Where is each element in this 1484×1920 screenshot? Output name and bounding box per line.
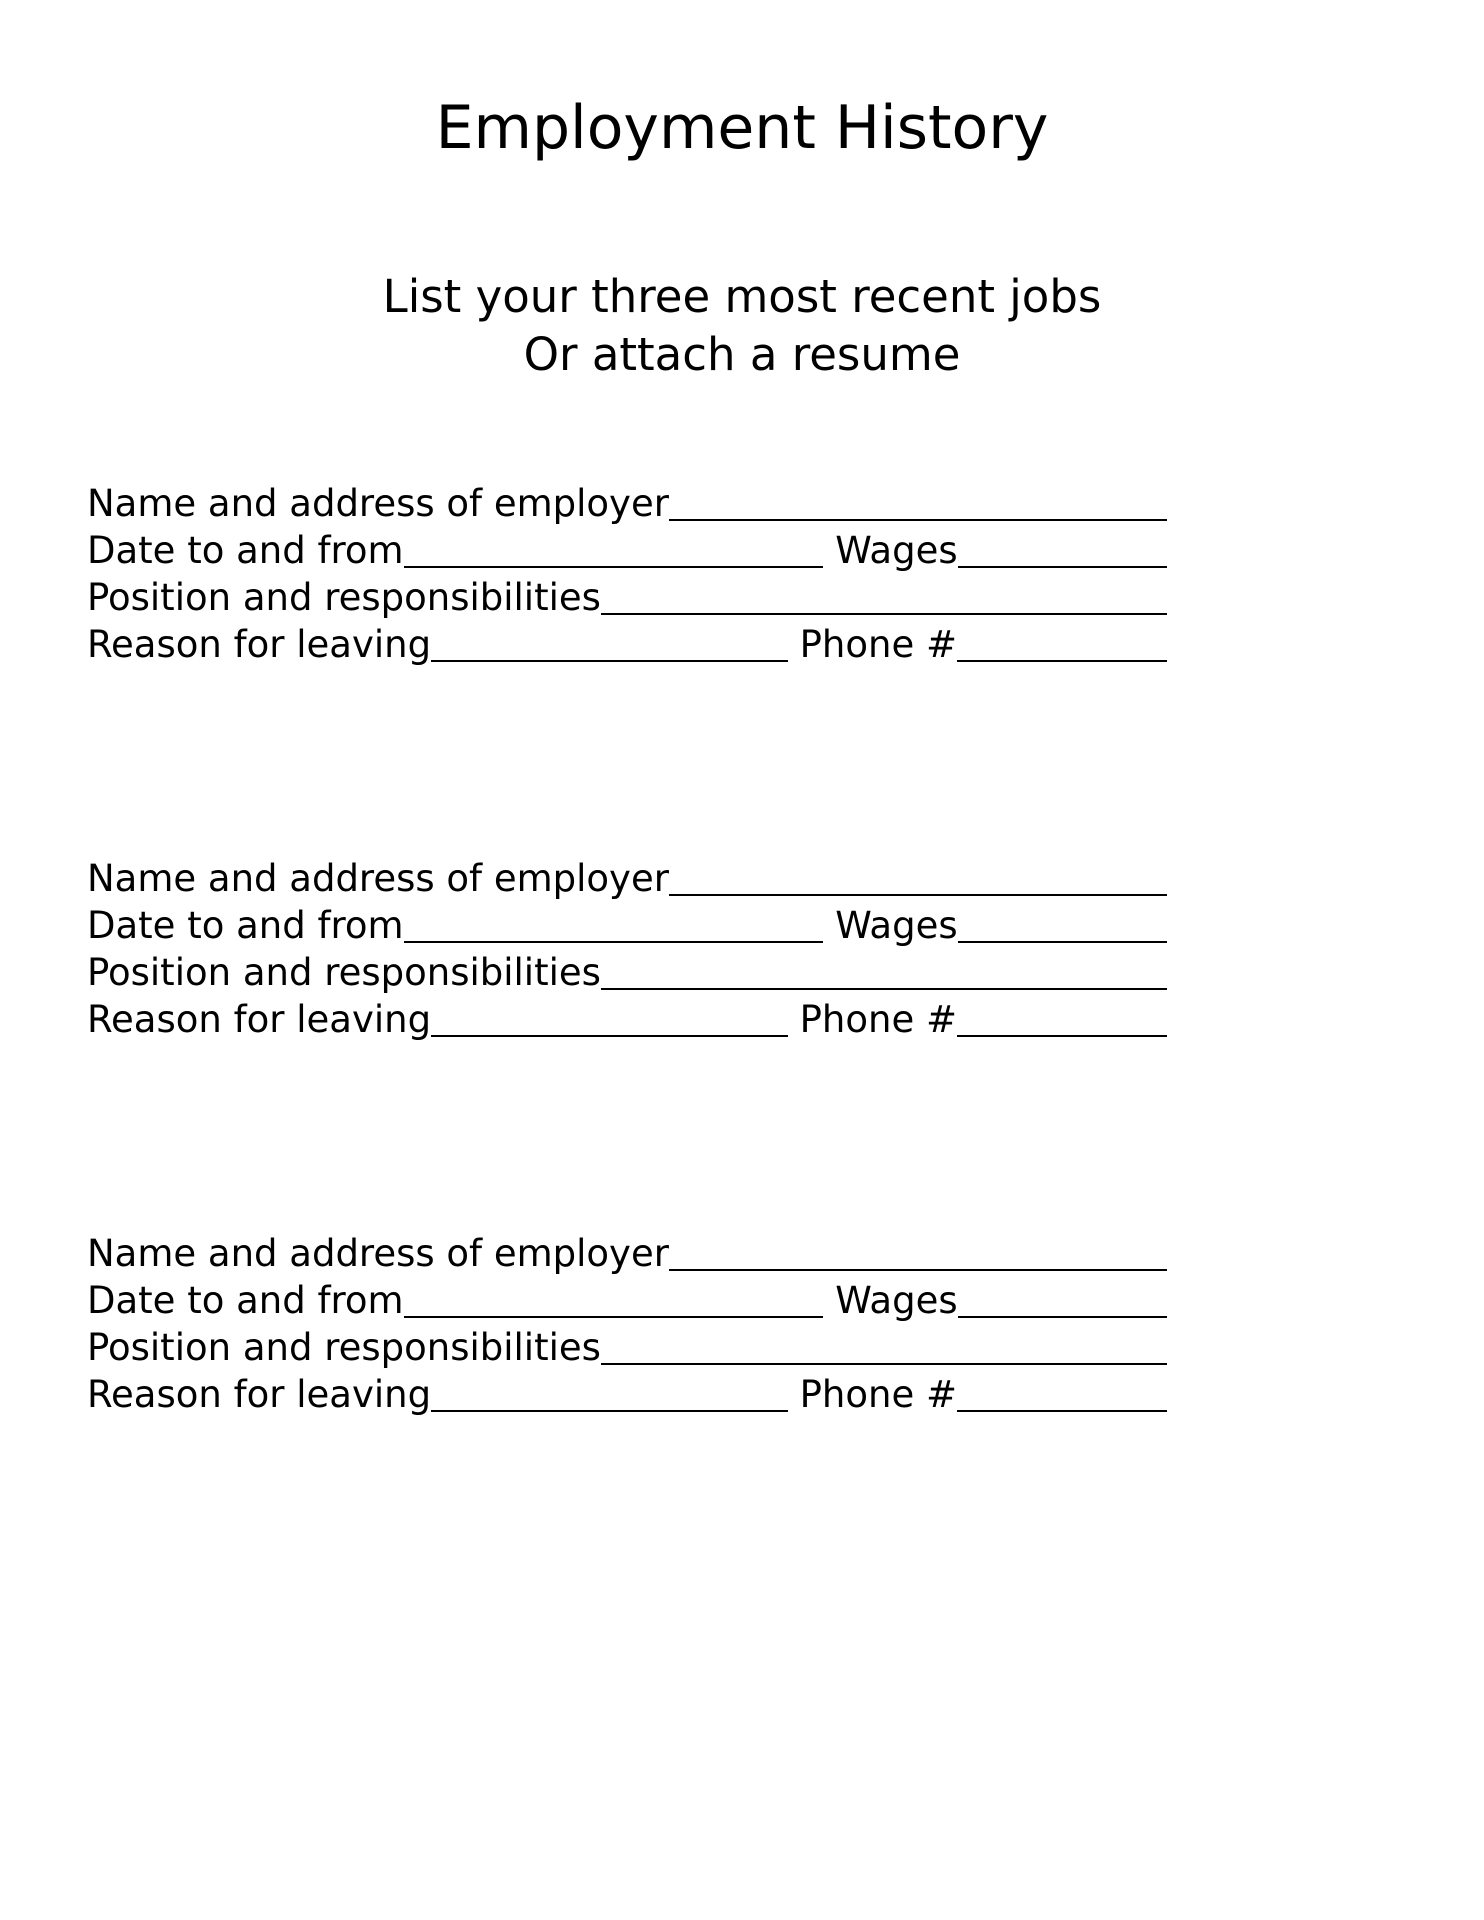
employer-field[interactable]: [669, 483, 1167, 521]
phone-label: Phone #: [799, 1373, 957, 1416]
job-entry-2: [87, 855, 1167, 1043]
instruction-line-2: Or attach a resume: [523, 328, 961, 381]
wages-field[interactable]: [958, 530, 1167, 568]
reason-label: Reason for leaving: [87, 1373, 432, 1416]
job-entry-3: [87, 1230, 1167, 1418]
employer-row: [87, 480, 1167, 527]
wages-field[interactable]: [958, 905, 1167, 943]
dates-wages-row: [87, 1277, 1167, 1324]
position-row: [87, 574, 1167, 621]
position-label: Position and responsibilities: [87, 576, 601, 619]
phone-label: Phone #: [799, 623, 957, 666]
dates-field[interactable]: [404, 905, 824, 943]
dates-label: Date to and from: [87, 904, 404, 947]
employer-label: Name and address of employer: [87, 1232, 669, 1275]
phone-field[interactable]: [957, 1374, 1167, 1412]
dates-wages-row: [87, 902, 1167, 949]
reason-label: Reason for leaving: [87, 998, 432, 1041]
dates-label: Date to and from: [87, 1279, 404, 1322]
employer-field[interactable]: [669, 1233, 1167, 1271]
position-row: [87, 1324, 1167, 1371]
wages-label: Wages: [835, 904, 958, 947]
phone-field[interactable]: [957, 999, 1167, 1037]
reason-field[interactable]: [431, 1374, 788, 1412]
job-entry-1: [87, 480, 1167, 668]
wages-field[interactable]: [958, 1280, 1167, 1318]
phone-field[interactable]: [957, 624, 1167, 662]
position-row: [87, 949, 1167, 996]
reason-label: Reason for leaving: [87, 623, 432, 666]
position-label: Position and responsibilities: [87, 951, 601, 994]
page-title: Employment History: [435, 93, 1049, 163]
instructions: [0, 268, 1484, 384]
employer-row: [87, 1230, 1167, 1277]
dates-field[interactable]: [404, 1280, 824, 1318]
instruction-line-1: List your three most recent jobs: [382, 270, 1102, 323]
position-field[interactable]: [601, 577, 1167, 615]
phone-label: Phone #: [799, 998, 957, 1041]
dates-wages-row: [87, 527, 1167, 574]
employer-row: [87, 855, 1167, 902]
wages-label: Wages: [835, 1279, 958, 1322]
reason-phone-row: [87, 1371, 1167, 1418]
position-field[interactable]: [601, 952, 1167, 990]
reason-phone-row: [87, 996, 1167, 1043]
employer-label: Name and address of employer: [87, 857, 669, 900]
employer-field[interactable]: [669, 858, 1167, 896]
dates-label: Date to and from: [87, 529, 404, 572]
reason-phone-row: [87, 621, 1167, 668]
reason-field[interactable]: [431, 999, 788, 1037]
position-label: Position and responsibilities: [87, 1326, 601, 1369]
employer-label: Name and address of employer: [87, 482, 669, 525]
reason-field[interactable]: [431, 624, 788, 662]
wages-label: Wages: [835, 529, 958, 572]
dates-field[interactable]: [404, 530, 824, 568]
position-field[interactable]: [601, 1327, 1167, 1365]
